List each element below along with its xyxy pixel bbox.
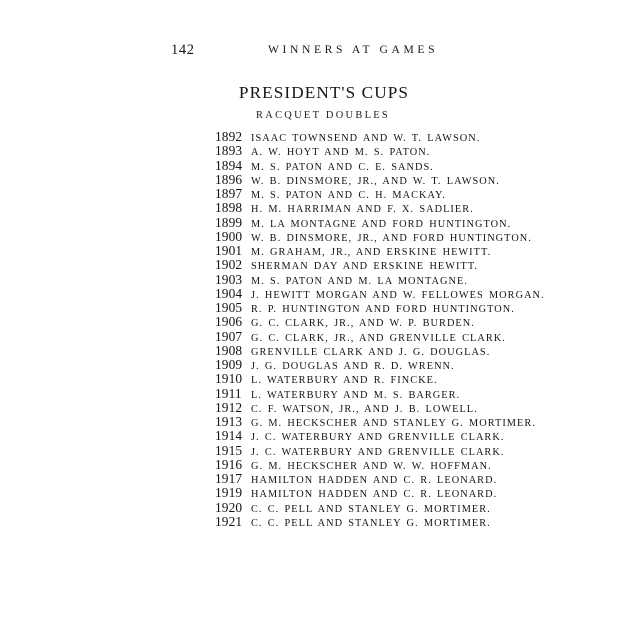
winners-entry xyxy=(215,330,635,344)
entry-winners: HAMILTON HADDEN AND C. R. LEONARD. xyxy=(251,489,498,501)
entry-year: 1902 xyxy=(215,257,243,273)
winners-entry xyxy=(215,287,635,301)
entry-winners: L. WATERBURY AND R. FINCKE. xyxy=(251,375,438,387)
entry-year: 1911 xyxy=(215,385,242,401)
entry-winners: J. C. WATERBURY AND GRENVILLE CLARK. xyxy=(251,432,505,444)
entry-winners: M. GRAHAM, JR., AND ERSKINE HEWITT. xyxy=(251,247,492,258)
entry-winners: W. B. DINSMORE, JR., AND FORD HUNTINGTON. xyxy=(251,232,532,244)
winners-entry xyxy=(215,230,635,244)
running-head xyxy=(0,41,640,61)
entry-year: 1903 xyxy=(215,271,243,287)
entry-year: 1907 xyxy=(215,328,243,344)
winners-entry xyxy=(215,344,635,358)
winners-list xyxy=(215,130,635,529)
winners-entry xyxy=(215,315,635,329)
entry-winners: ISAAC TOWNSEND AND W. T. LAWSON. xyxy=(251,133,481,144)
entry-winners: A. W. HOYT AND M. S. PATON. xyxy=(251,147,431,159)
entry-winners: C. C. PELL AND STANLEY G. MORTIMER. xyxy=(251,517,491,529)
winners-entry xyxy=(215,501,635,515)
winners-entry xyxy=(215,415,635,429)
entry-year: 1905 xyxy=(215,300,243,315)
winners-entry xyxy=(215,358,635,372)
subsection-title xyxy=(0,110,640,121)
entry-winners: C. F. WATSON, JR., AND J. B. LOWELL. xyxy=(251,403,478,415)
winners-entry xyxy=(215,201,635,215)
winners-entry xyxy=(215,273,635,287)
winners-entry xyxy=(215,301,635,315)
entry-winners: GRENVILLE CLARK AND J. G. DOUGLAS. xyxy=(251,346,491,358)
entry-year: 1921 xyxy=(215,513,243,529)
entry-winners: G. C. CLARK, JR., AND GRENVILLE CLARK. xyxy=(251,332,506,344)
subsection-title-text: RACQUET DOUBLES xyxy=(256,110,390,121)
entry-winners: H. M. HARRIMAN AND F. X. SADLIER. xyxy=(251,204,474,216)
page-number: 142 xyxy=(171,42,195,58)
winners-entry xyxy=(215,244,635,258)
entry-year: 1892 xyxy=(215,129,243,144)
entry-year: 1920 xyxy=(215,499,243,515)
entry-year: 1912 xyxy=(215,399,243,415)
entry-winners: G. C. CLARK, JR., AND W. P. BURDEN. xyxy=(251,318,475,330)
winners-entry xyxy=(215,458,635,472)
entry-year: 1908 xyxy=(215,342,243,358)
entry-winners: SHERMAN DAY AND ERSKINE HEWITT. xyxy=(251,261,479,273)
entry-winners: M. LA MONTAGNE AND FORD HUNTINGTON. xyxy=(251,218,512,230)
winners-entry xyxy=(215,387,635,401)
entry-winners: W. B. DINSMORE, JR., AND W. T. LAWSON. xyxy=(251,175,500,187)
winners-entry xyxy=(215,130,635,144)
entry-winners: M. S. PATON AND C. E. SANDS. xyxy=(251,161,434,173)
entry-winners: HAMILTON HADDEN AND C. R. LEONARD. xyxy=(251,475,498,486)
entry-year: 1919 xyxy=(215,485,243,501)
winners-entry xyxy=(215,173,635,187)
winners-entry xyxy=(215,401,635,415)
winners-entry xyxy=(215,216,635,230)
entry-year: 1917 xyxy=(215,471,243,486)
entry-winners: R. P. HUNTINGTON AND FORD HUNTINGTON. xyxy=(251,304,515,315)
winners-entry xyxy=(215,444,635,458)
section-title xyxy=(0,83,640,103)
winners-entry xyxy=(215,258,635,272)
winners-entry xyxy=(215,486,635,500)
entry-year: 1906 xyxy=(215,314,243,330)
entry-winners: G. M. HECKSCHER AND STANLEY G. MORTIMER. xyxy=(251,418,536,429)
winners-entry xyxy=(215,187,635,201)
entry-year: 1915 xyxy=(215,442,243,458)
entry-year: 1904 xyxy=(215,285,243,301)
entry-year: 1901 xyxy=(215,243,243,258)
entry-year: 1910 xyxy=(215,371,243,387)
entry-year: 1900 xyxy=(215,228,243,244)
entry-year: 1897 xyxy=(215,186,243,201)
entry-winners: L. WATERBURY AND M. S. BARGER. xyxy=(251,389,461,401)
entry-year: 1916 xyxy=(215,456,243,472)
entry-year: 1913 xyxy=(215,414,243,429)
entry-year: 1909 xyxy=(215,357,243,372)
entry-year: 1898 xyxy=(215,200,243,216)
entry-winners: J. C. WATERBURY AND GRENVILLE CLARK. xyxy=(251,446,505,458)
entry-year: 1894 xyxy=(215,157,243,173)
entry-winners: G. M. HECKSCHER AND W. W. HOFFMAN. xyxy=(251,460,492,472)
entry-year: 1893 xyxy=(215,143,243,159)
section-title-text: PRESIDENT'S CUPS xyxy=(238,83,410,102)
winners-entry xyxy=(215,372,635,386)
running-head-title: WINNERS AT GAMES xyxy=(268,43,439,56)
entry-winners: C. C. PELL AND STANLEY G. MORTIMER. xyxy=(251,503,491,515)
winners-entry xyxy=(215,144,635,158)
winners-entry xyxy=(215,159,635,173)
winners-entry xyxy=(215,472,635,486)
winners-entry xyxy=(215,429,635,443)
entry-winners: M. S. PATON AND C. H. MACKAY. xyxy=(251,190,446,201)
entry-winners: M. S. PATON AND M. LA MONTAGNE. xyxy=(251,275,468,287)
winners-entry xyxy=(215,515,635,529)
entry-winners: J. HEWITT MORGAN AND W. FELLOWES MORGAN. xyxy=(251,289,545,301)
entry-year: 1896 xyxy=(215,171,243,187)
entry-year: 1914 xyxy=(215,428,243,444)
entry-year: 1899 xyxy=(215,214,243,230)
entry-winners: J. G. DOUGLAS AND R. D. WRENN. xyxy=(251,361,455,372)
